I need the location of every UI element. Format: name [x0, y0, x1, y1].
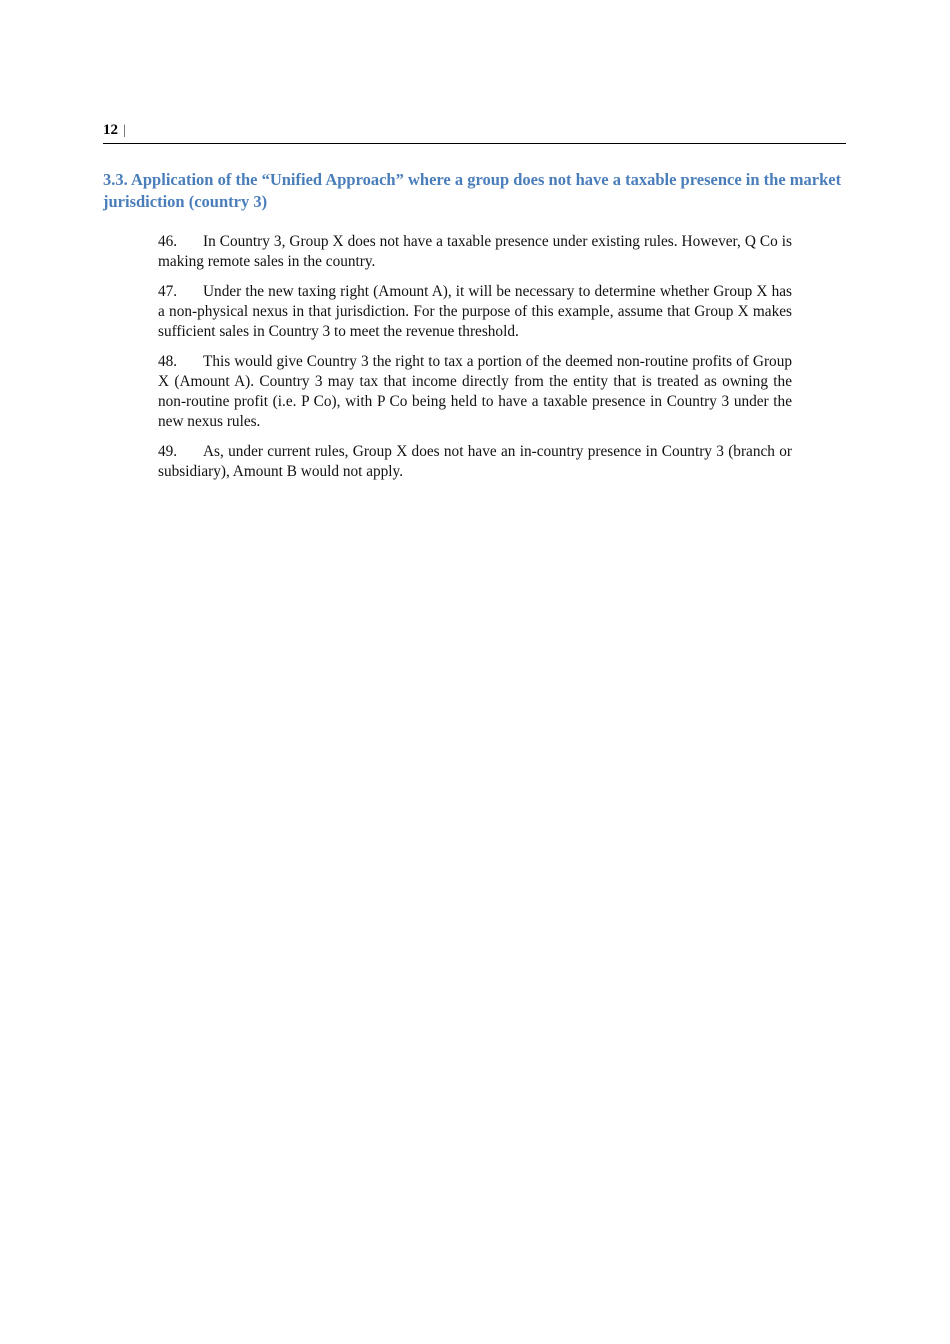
paragraph	[158, 282, 792, 342]
paragraph-text: This would give Country 3 the right to tax a portion of the deemed non-routine profits of Group X (Amount A). Country 3 may tax that income directly from the entity that is treated as owning the non-routine profit (i.e. P Co), with P Co being held to have a taxable presence in Country 3 under the new nexus rules.	[158, 353, 792, 430]
paragraph-number: 49.	[158, 443, 178, 460]
paragraph-text: As, under current rules, Group X does not have an in-country presence in Country 3 (branch or subsidiary), Amount B would not apply.	[158, 443, 792, 480]
paragraph-number: 47.	[158, 283, 178, 300]
paragraph	[158, 442, 792, 482]
page-number-separator: |	[123, 123, 126, 138]
body-paragraphs	[158, 232, 792, 482]
section-heading: 3.3. Application of the “Unified Approach” where a group does not have a taxable presence in the market jurisdiction (country 3)	[103, 170, 842, 211]
paragraph-text: Under the new taxing right (Amount A), it will be necessary to determine whether Group X has a non-physical nexus in that jurisdiction. For the purpose of this example, assume that Group X makes sufficient sales in Country 3 to meet the revenue threshold.	[158, 283, 792, 340]
paragraph-number: 48.	[158, 353, 178, 370]
page-number: 12	[103, 122, 118, 138]
paragraph-text: In Country 3, Group X does not have a taxable presence under existing rules. However, Q Co is making remote sales in the country.	[158, 233, 792, 270]
paragraph-number: 46.	[158, 233, 178, 250]
paragraph	[158, 352, 792, 432]
paragraph	[158, 232, 792, 272]
page-header	[103, 0, 846, 144]
